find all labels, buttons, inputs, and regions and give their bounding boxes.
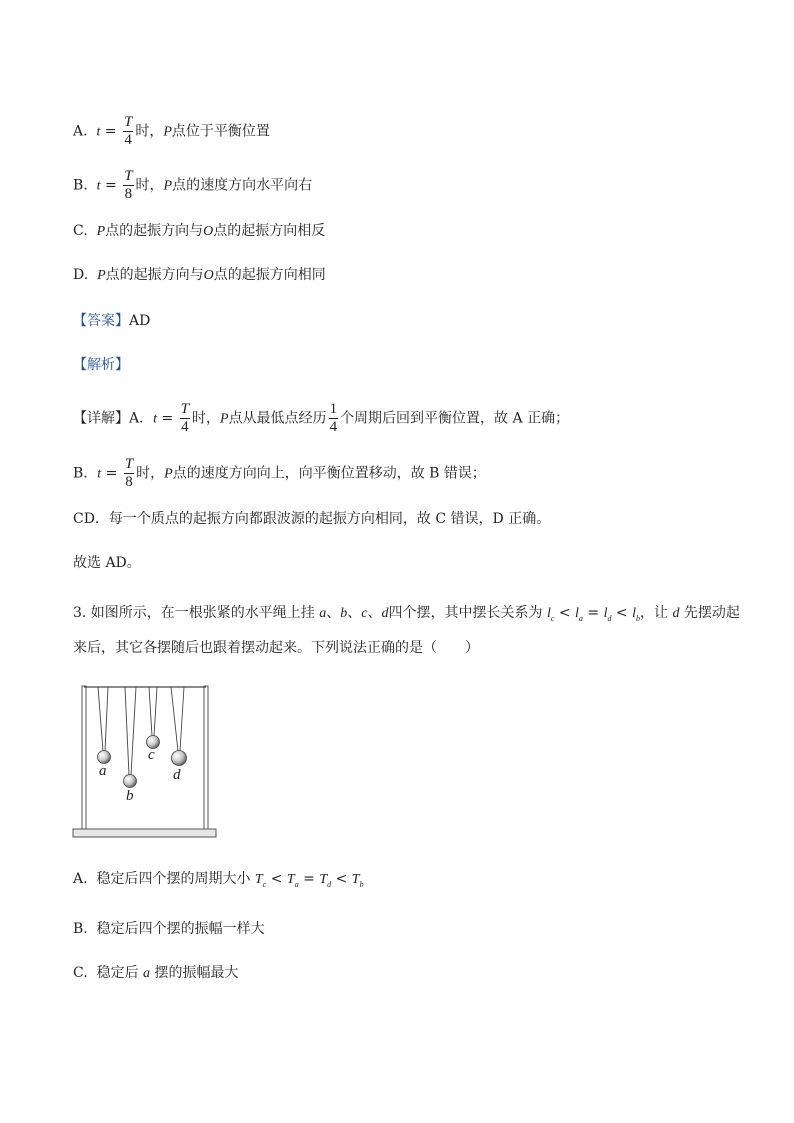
- fraction-t-over-8: $\frac{T}{8}$: [124, 456, 134, 490]
- q3-option-b: B. 稳定后四个摆的振幅一样大: [73, 921, 265, 937]
- fraction-t-over-4: $\frac{T}{4}$: [124, 114, 133, 148]
- question-3-stem: 3. 如图所示，在一根张紧的水平绳上挂 a、b、c、d四个摆，其中摆长关系为 $l_c < l_a = l_d < l_b$，让 d 先摆动起: [73, 605, 740, 623]
- option-b: B. t = $\frac{T}{8}$ 时，P点的速度方向水平向右: [73, 168, 313, 202]
- answer-line: [73, 311, 150, 331]
- pendulum-ball-a: [98, 751, 111, 764]
- analysis-heading: 【解析】: [73, 357, 129, 373]
- question-3-stem-cont: 来后，其它各摆随后也跟着摆动起来。下列说法正确的是（ ）: [73, 640, 479, 656]
- label-d: d: [173, 767, 181, 783]
- fraction-t-over-8: $\frac{T}{8}$: [124, 168, 133, 202]
- option-a: A. t = $\frac{T}{4}$ 时，P点位于平衡位置: [73, 114, 270, 148]
- label-a: a: [99, 763, 107, 779]
- pendulum-figure: [72, 682, 218, 839]
- option-c: C. P点的起振方向与O点的起振方向相反: [73, 223, 326, 239]
- detail-a: 【详解】A．t = $\frac{T}{4}$ 时，P点从最低点经历 $\frac{1}{4}$ 个周期后回到平衡位置，故 A 正确；: [73, 401, 570, 435]
- label-b: b: [126, 788, 134, 804]
- conclusion: 故选 AD。: [73, 555, 141, 571]
- detail-b: B．t = $\frac{T}{8}$ 时，P点的速度方向向上，向平衡位置移动，故 B 错误；: [73, 456, 486, 490]
- label-c: c: [148, 747, 155, 763]
- detail-cd: CD．每一个质点的起振方向都跟波源的起振方向相同，故 C 错误，D 正确。: [73, 511, 551, 527]
- option-d: D. P点的起振方向与O点的起振方向相同: [73, 267, 326, 283]
- answer-tag: 【答案】: [73, 313, 129, 329]
- fraction-t-over-4: $\frac{T}{4}$: [180, 401, 189, 435]
- pendulum-ball-b: [124, 775, 137, 788]
- answer-value: AD: [129, 313, 151, 329]
- q3-option-c: C. 稳定后 a 摆的振幅最大: [73, 965, 239, 981]
- pendulum-ball-d: [172, 751, 187, 766]
- q3-option-a: A. 稳定后四个摆的周期大小 $T_c < T_a = T_d < T_b$: [73, 871, 364, 889]
- fraction-1-over-4: $\frac{1}{4}$: [329, 401, 338, 435]
